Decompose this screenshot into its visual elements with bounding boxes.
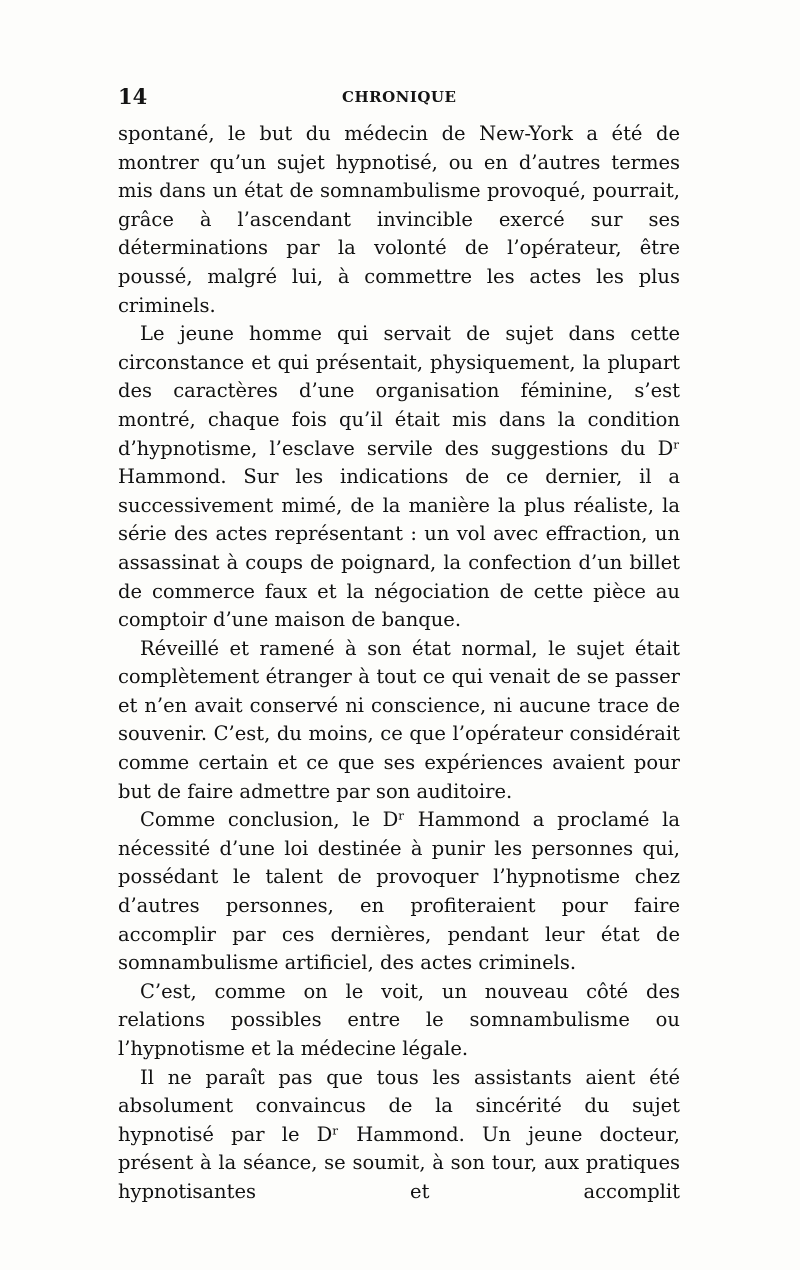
paragraph-4: Comme conclusion, le Dʳ Hammond a proclamé la nécessité d’une loi destinée à punir les personnes qui, possédant le talent de provoquer l’hypnotisme chez d’autres personnes, en profiteraient pour faire accomplir par ces dernières, pendant leur état de somnambulisme artificiel, des actes criminels. (118, 808, 680, 975)
paragraph-1: spontané, le but du médecin de New-York a été de montrer qu’un sujet hypnotisé, ou en d’autres termes mis dans un état de somnambulisme provoqué, pourrait, grâce à l’ascendant invincible exercé sur ses déterminations par la volonté de l’opérateur, être poussé, malgré lui, à commettre les actes les plus criminels. (118, 122, 680, 317)
page-number: 14 (118, 84, 148, 109)
paragraph-3: Réveillé et ramené à son état normal, le sujet était complètement étranger à tout ce qui venait de se passer et n’en avait conservé ni conscience, ni aucune trace de souvenir. C’est, du moins, ce que l’opérateur considérait comme certain et ce que ses expériences avaient pour but de faire admettre par son auditoire. (118, 636, 680, 803)
running-title: CHRONIQUE (342, 88, 457, 106)
paragraph-2: Le jeune homme qui servait de sujet dans cette circonstance et qui présentait, physiquement, la plupart des caractères d’une organisation féminine, s’est montré, chaque fois qu’il était mis dans la condition d’hypnotisme, l’esclave servile des suggestions du Dʳ Hammond. Sur les indications de ce dernier, il a successivement mimé, de la manière la plus réaliste, la série des actes représentant : un vol avec effraction, un assassinat à coups de poignard, la confection d’un billet de commerce faux et la négociation de cette pièce au comptoir d’une maison de banque. (118, 322, 680, 632)
paragraph-6: Il ne paraît pas que tous les assistants aient été absolument convaincus de la sincérité du sujet hypnotisé par le Dʳ Hammond. Un jeune docteur, présent à la séance, se soumit, à son tour, aux pratiques hypnotisantes et accomplit (118, 1065, 680, 1203)
paragraph-5: C’est, comme on le voit, un nouveau côté des relations possibles entre le somnambulisme ou l’hypnotisme et la médecine légale. (118, 979, 680, 1060)
running-head (118, 84, 680, 114)
body-text (118, 120, 680, 1207)
